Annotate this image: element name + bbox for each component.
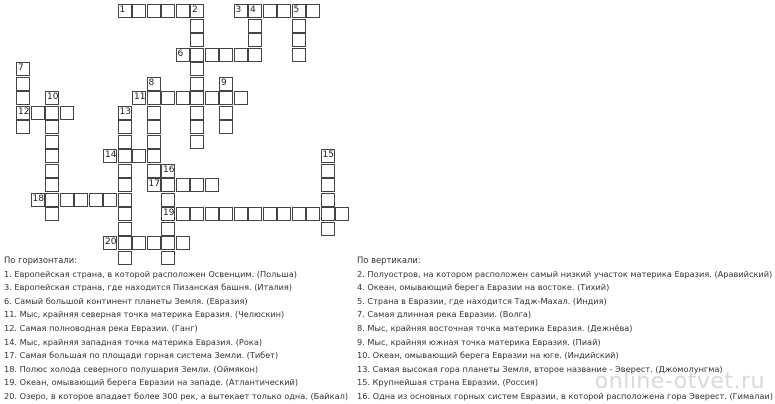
clue-h-18: 18. Полюс холода северного полушария Земли. (Оймякон) — [4, 363, 259, 374]
clue-number-4: 4 — [250, 5, 256, 15]
crossword-cell[interactable] — [45, 193, 59, 207]
crossword-cell[interactable] — [292, 48, 306, 62]
clue-number-20: 20 — [105, 237, 117, 247]
clue-number-9: 9 — [221, 77, 227, 88]
crossword-cell[interactable] — [161, 4, 175, 18]
crossword-cell[interactable] — [321, 193, 335, 207]
crossword-cell[interactable] — [205, 178, 219, 192]
crossword-cell[interactable] — [321, 207, 335, 221]
clue-h-12: 12. Самая полноводная река Евразии. (Ганг) — [4, 322, 198, 333]
crossword-cell[interactable] — [292, 19, 306, 33]
clue-number-13: 13 — [119, 106, 131, 117]
crossword-cell[interactable] — [147, 91, 161, 105]
crossword-cell[interactable] — [118, 120, 132, 134]
watermark-text: online-otvet.ru — [594, 369, 765, 394]
clue-h-11: 11. Мыс, крайняя северная точка материка Евразия. (Челюскин) — [4, 309, 285, 320]
crossword-cell[interactable] — [45, 149, 59, 163]
crossword-cell[interactable] — [16, 120, 30, 134]
clue-number-17: 17 — [148, 179, 160, 189]
clue-v-4: 4. Океан, омывающий берега Евразии на востоке. (Тихий) — [357, 282, 610, 293]
crossword-cell[interactable] — [118, 207, 132, 221]
clue-number-7: 7 — [18, 63, 24, 73]
clue-h-6: 6. Самый большой континент планеты Земля. (Евразия) — [4, 295, 248, 306]
crossword-cell[interactable] — [161, 193, 175, 207]
crossword-cell[interactable] — [306, 207, 320, 221]
crossword-cell[interactable] — [118, 178, 132, 192]
crossword-cell[interactable] — [45, 135, 59, 149]
crossword-cell[interactable] — [118, 135, 132, 149]
crossword-cell[interactable] — [190, 120, 204, 134]
crossword-cell[interactable] — [45, 178, 59, 192]
crossword-cell[interactable] — [248, 48, 262, 62]
crossword-cell[interactable] — [248, 19, 262, 33]
clue-number-6: 6 — [177, 48, 184, 59]
clue-number-1: 1 — [119, 5, 126, 15]
crossword-cell[interactable] — [45, 164, 59, 178]
crossword-cell[interactable] — [190, 178, 204, 192]
crossword-cell[interactable] — [89, 193, 103, 207]
horizontal-clues-title: По горизонтали: — [4, 255, 78, 265]
clue-h-19: 19. Океан, омывающий берега Евразии на западе. (Атлантический) — [4, 377, 299, 388]
crossword-cell[interactable] — [234, 48, 248, 62]
crossword-cell[interactable] — [74, 193, 88, 207]
clue-v-13: 13. Самая высокая гора планеты Земля, второе название - Эверест. (Джомолунгма) — [357, 363, 723, 374]
crossword-cell[interactable] — [147, 106, 161, 120]
clue-v-7: 7. Самая длинная река Евразии. (Волга) — [357, 309, 532, 320]
clue-number-5: 5 — [293, 5, 300, 15]
clue-number-19: 19 — [163, 208, 175, 218]
crossword-cell[interactable] — [190, 91, 204, 105]
crossword-cell[interactable] — [219, 106, 233, 120]
clue-number-3: 3 — [235, 5, 242, 15]
clue-v-8: 8. Мыс, крайняя восточная точка материка Евразия. (Дежнёва) — [357, 322, 633, 333]
clue-h-20: 20. Озеро, в которое впадает более 300 рек, а вытекает только одна. (Байкал) — [4, 390, 349, 401]
crossword-cell[interactable] — [118, 149, 132, 163]
crossword-cell[interactable] — [45, 106, 59, 120]
clue-v-9: 9. Мыс, крайняя южная точка материка Евразия. (Пиай) — [357, 336, 601, 347]
crossword-cell[interactable] — [190, 77, 204, 91]
clue-number-11: 11 — [134, 92, 146, 102]
crossword-cell[interactable] — [161, 178, 175, 192]
clue-number-10: 10 — [47, 92, 59, 102]
clue-h-17: 17. Самая большая по площади горная система Земли. (Тибет) — [4, 350, 279, 361]
crossword-cell[interactable] — [176, 236, 190, 250]
crossword-cell[interactable] — [263, 207, 277, 221]
crossword-cell[interactable] — [321, 164, 335, 178]
clue-v-5: 5. Страна в Евразии, где находится Тадж-Махал. (Индия) — [357, 295, 607, 306]
clue-number-14: 14 — [105, 150, 117, 160]
crossword-cell[interactable] — [132, 149, 146, 163]
crossword-cell[interactable] — [161, 91, 175, 105]
crossword-cell[interactable] — [118, 164, 132, 178]
crossword-cell[interactable] — [190, 207, 204, 221]
crossword-cell[interactable] — [45, 207, 59, 221]
crossword-cell[interactable] — [176, 207, 190, 221]
clue-h-1: 1. Европейская страна, в которой расположен Освенцим. (Польша) — [4, 268, 297, 279]
crossword-cell[interactable] — [176, 91, 190, 105]
clue-v-16: 16. Одна из основных горных систем Евразии, в которой расположена гора Эверест. (Гималаи) — [357, 390, 773, 401]
crossword-cell[interactable] — [176, 4, 190, 18]
crossword-cell[interactable] — [103, 193, 117, 207]
clue-number-8: 8 — [148, 77, 155, 88]
crossword-cell[interactable] — [190, 33, 204, 47]
crossword-cell[interactable] — [292, 33, 306, 47]
crossword-cell[interactable] — [321, 222, 335, 236]
crossword-cell[interactable] — [321, 178, 335, 192]
clue-v-10: 10. Океан, омывающий берега Евразии на юге. (Индийский) — [357, 350, 619, 361]
crossword-cell[interactable] — [118, 193, 132, 207]
crossword-cell[interactable] — [176, 178, 190, 192]
crossword-cell[interactable] — [132, 4, 146, 18]
crossword-cell[interactable] — [190, 106, 204, 120]
clue-number-12: 12 — [18, 106, 30, 117]
crossword-cell[interactable] — [190, 135, 204, 149]
clue-number-2: 2 — [192, 5, 198, 15]
crossword-cell[interactable] — [219, 207, 233, 221]
crossword-cell[interactable] — [147, 4, 161, 18]
crossword-cell[interactable] — [190, 48, 204, 62]
crossword-cell[interactable] — [277, 207, 291, 221]
crossword-cell[interactable] — [248, 33, 262, 47]
crossword-cell[interactable] — [277, 4, 291, 18]
horizontal-clues — [4, 254, 349, 404]
clue-v-2: 2. Полуостров, на котором расположен самый низкий участок материка Евразия. (Аравийский) — [357, 268, 773, 279]
crossword-cell[interactable] — [234, 207, 248, 221]
crossword-cell[interactable] — [147, 149, 161, 163]
clue-h-14: 14. Мыс, крайняя западная точка материка Евразия. (Рока) — [4, 336, 263, 347]
crossword-cell[interactable] — [132, 236, 146, 250]
crossword-cell[interactable] — [16, 77, 30, 91]
crossword-cell[interactable] — [263, 4, 277, 18]
crossword-cell[interactable] — [118, 222, 132, 236]
crossword-cell[interactable] — [161, 236, 175, 250]
crossword-cell[interactable] — [31, 106, 45, 120]
crossword-cell[interactable] — [147, 135, 161, 149]
crossword-cell[interactable] — [190, 19, 204, 33]
crossword-cell[interactable] — [219, 48, 233, 62]
clue-v-15: 15. Крупнейшая страна Евразии. (Россия) — [357, 377, 539, 388]
clue-number-16: 16 — [163, 164, 175, 175]
crossword-cell[interactable] — [147, 236, 161, 250]
crossword-cell[interactable] — [16, 91, 30, 105]
crossword-cell[interactable] — [335, 207, 349, 221]
crossword-cell[interactable] — [205, 207, 219, 221]
crossword-cell[interactable] — [60, 106, 74, 120]
crossword-cell[interactable] — [45, 120, 59, 134]
crossword-cell[interactable] — [60, 193, 74, 207]
crossword-cell[interactable] — [292, 207, 306, 221]
crossword-cell[interactable] — [161, 222, 175, 236]
crossword-cell[interactable] — [248, 207, 262, 221]
crossword-cell[interactable] — [147, 164, 161, 178]
crossword-cell[interactable] — [205, 48, 219, 62]
crossword-cell[interactable] — [190, 62, 204, 76]
vertical-clues-title: По вертикали: — [357, 255, 421, 265]
clue-number-18: 18 — [32, 193, 44, 204]
crossword-cell[interactable] — [118, 236, 132, 250]
clue-number-15: 15 — [322, 150, 334, 160]
clue-h-3: 3. Европейская страна, где находится Пизанская башня. (Италия) — [4, 282, 293, 293]
crossword-cell[interactable] — [306, 4, 320, 18]
crossword-cell[interactable] — [219, 91, 233, 105]
crossword-cell[interactable] — [219, 120, 233, 134]
crossword-cell[interactable] — [234, 91, 248, 105]
crossword-cell[interactable] — [205, 91, 219, 105]
crossword-cell[interactable] — [147, 120, 161, 134]
